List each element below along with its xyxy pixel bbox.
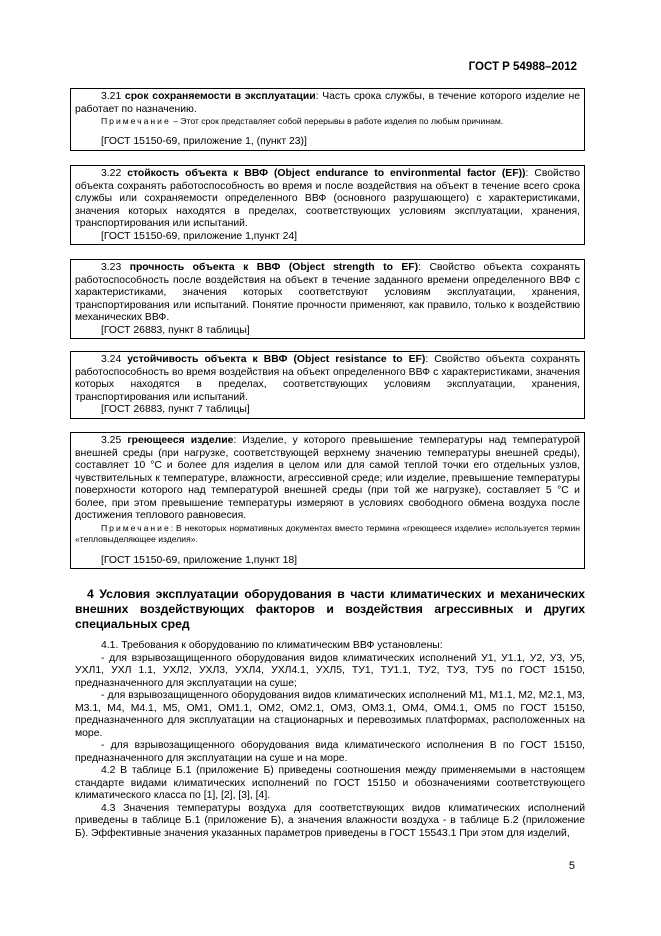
note-label: Примечание: [101, 522, 171, 533]
term-name: стойкость объекта к ВВФ (Object endurance to environmental factor (EF)): [127, 168, 526, 179]
document-code: ГОСТ Р 54988–2012: [468, 61, 577, 73]
term-name: срок сохраняемости в эксплуатации: [124, 91, 316, 102]
term-number: 3.23: [101, 262, 130, 273]
term-text: : Изделие, у которого превышение температуры над температурой внешней среды (при нагрузке, соответствующей верхнему значению температуры внешней среды), составляет 10 °С и более для изделия в целом или для самой теплой точки его отдельных узлов, чувствительных к температуре, влажности, агрессивной среде; или изделие, превышение температуры поверхности которого над температурой внешней среды (при той же нагрузке), составляет 5 °С и более, при этом превышение температуры измеряют в условиях свободного обмена воздуха после достижения теплового равновесия.: [75, 435, 580, 521]
note-text: : В некоторых нормативных документах вместо термина «греющееся изделие» используется термин «тепловыделяющее изделия».: [75, 522, 580, 544]
term-reference: [ГОСТ 15150-69, приложение 1,пункт 18]: [101, 554, 298, 566]
term-definition: [75, 262, 580, 325]
term-note: [75, 523, 580, 545]
paragraph: 4.3 Значения температуры воздуха для соответствующих видов климатических исполнений приведены в таблице Б.1 (приложение Б), а значения влажности воздуха - в таблице Б.2 (приложение Б). Эффективные значения указанных параметров приведены в ГОСТ 15543.1 При этом для изделий,: [75, 802, 585, 839]
term-reference: [ГОСТ 26883, пункт 7 таблицы]: [101, 404, 250, 415]
term-name: прочность объекта к ВВФ (Object strength to EF): [129, 262, 419, 273]
paragraph: - для взрывозащищенного оборудования вида климатического исполнения В по ГОСТ 15150, предназначенного для эксплуатации на суше и на море.: [75, 740, 585, 764]
section-body: [75, 640, 585, 840]
note-label: Примечание: [101, 116, 171, 126]
note-text: – Этот срок представляет собой перерывы в работе изделия по любым причинам.: [170, 116, 504, 126]
paragraph: - для взрывозащищенного оборудования видов климатических исполнений У1, У1.1, У2, У3, У5, УХЛ1, УХЛ 1.1, УХЛ2, УХЛ3, УХЛ4, УХЛ4.1, УХЛ5, ТУ1, ТУ1.1, ТУ2, ТУ3, ТУ5 по ГОСТ 15150, предназначенного для эксплуатации на суше;: [75, 652, 585, 689]
term-reference: [ГОСТ 26883, пункт 8 таблицы]: [101, 324, 250, 336]
term-note: [75, 116, 580, 127]
term-text: : Часть срока службы, в течение которого изделие не работает по назначению.: [75, 91, 580, 115]
term-box-3-24: [70, 351, 585, 419]
term-name: устойчивость объекта к ВВФ (Object resistance to EF): [127, 354, 426, 365]
term-definition: [75, 168, 580, 231]
term-text: : Свойство объекта сохранять работоспособность во время и после воздействия на объект в течение всего срока службы или сохраняемости определенного ВВФ (основного разрушающего) с характеристиками, значения которых находятся в пределах, соответствующих условиям эксплуатации, хранения, транспортирования или испытаний.: [75, 168, 580, 229]
term-text: : Свойство объекта сохранять работоспособность после воздействия на объект в течение заданного времени определенного ВВФ с характеристиками, значения которых соответствуют условиям эксплуатации, хранения, транспортирования или испытаний. Понятие прочности применяют, как правило, только к воздействию механических ВВФ.: [75, 262, 580, 323]
term-box-3-21: [70, 88, 585, 151]
term-reference: [ГОСТ 15150-69, приложение 1, (пункт 23)]: [101, 136, 307, 147]
term-box-3-23: [70, 259, 585, 339]
term-number: 3.22: [101, 168, 128, 179]
page-number: 5: [568, 860, 575, 872]
section-heading: 4 Условия эксплуатации оборудования в части климатических и механических внешних воздействующих факторов и воздействия агрессивных и других специальных сред: [75, 587, 585, 631]
term-number: 3.21: [101, 91, 125, 102]
term-reference: [ГОСТ 15150-69, приложение 1,пункт 24]: [101, 230, 298, 242]
term-box-3-25: [70, 432, 585, 569]
paragraph: 4.1. Требования к оборудованию по климатическим ВВФ установлены:: [101, 640, 443, 651]
term-box-3-22: [70, 165, 585, 245]
term-definition: [75, 91, 580, 116]
term-definition: [75, 354, 580, 404]
term-text: : Свойство объекта сохранять работоспособность во время воздействия на объект определенного ВВФ с характеристиками, значения которых находятся в пределах, соответствующих условиям эксплуатации, хранения, транспортирования или испытаний.: [75, 354, 580, 403]
term-name: греющееся изделие: [127, 435, 234, 446]
term-number: 3.24: [101, 354, 128, 365]
term-number: 3.25: [101, 435, 128, 446]
paragraph: 4.2 В таблице Б.1 (приложение Б) приведены соотношения между применяемыми в настоящем стандарте видами климатических исполнений по ГОСТ 15150 и обозначениями соответствующего климатического класса по [1], [2], [3], [4].: [75, 765, 585, 801]
paragraph: - для взрывозащищенного оборудования видов климатических исполнений М1, М1.1, М2, М2.1, М3, М3.1, М4, М4.1, М5, ОМ1, ОМ1.1, ОМ2, ОМ2.1, ОМ3, ОМ3.1, ОМ4, ОМ4.1, ОМ5 по ГОСТ 15150, предназначенного для эксплуатации на стационарных и перевозимых платформах, расположенных на море.: [75, 690, 585, 739]
term-definition: [75, 435, 580, 523]
